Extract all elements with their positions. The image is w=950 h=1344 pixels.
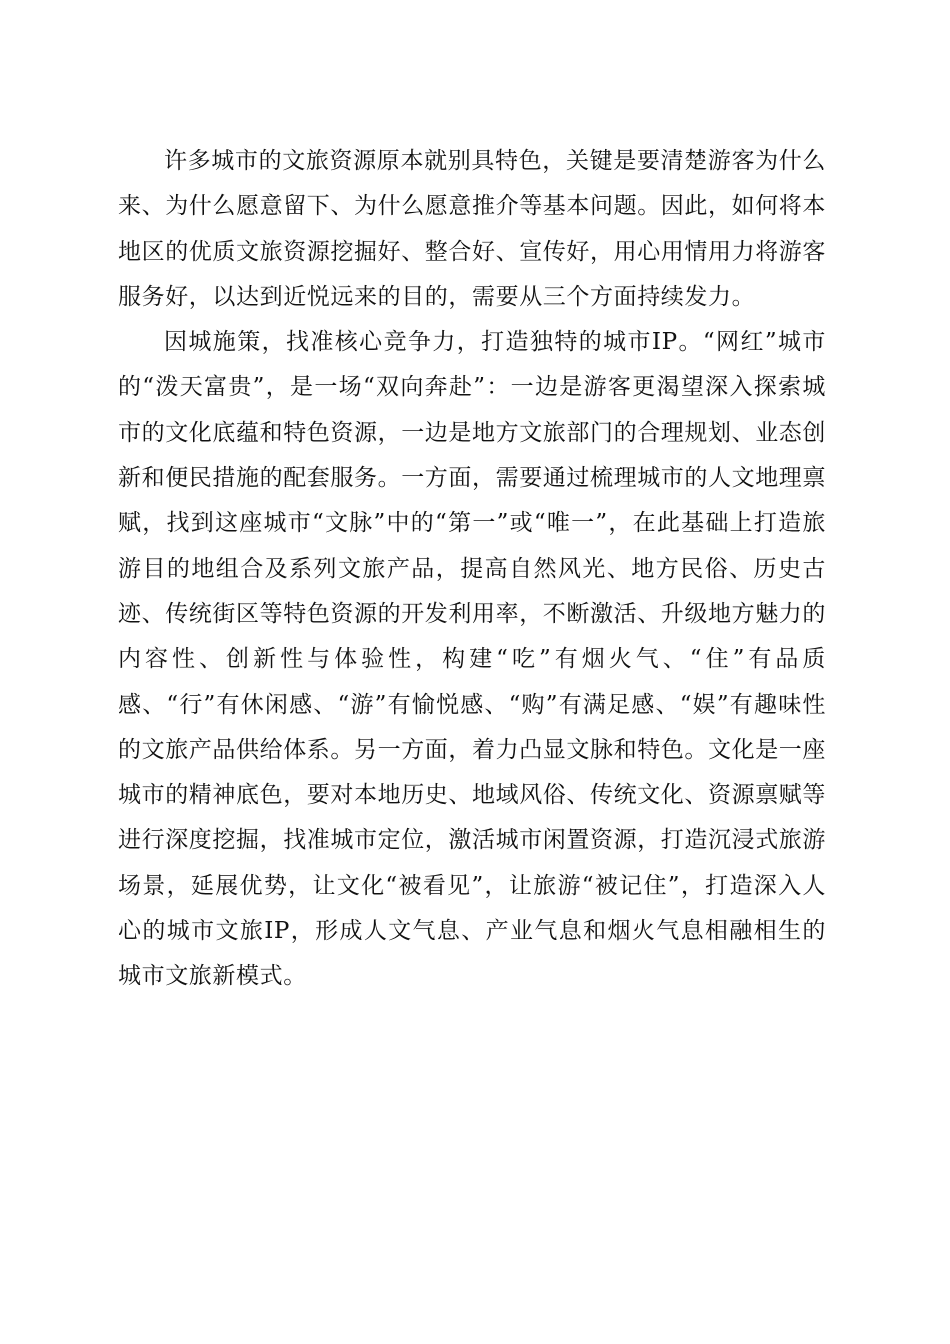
paragraph-city-ip: 因城施策，找准核心竞争力，打造独特的城市IP。“网红”城市的“泼天富贵”，是一场“双向奔赴”：一边是游客更渴望深入探索城市的文化底蕴和特色资源，一边是地方文旅部门的合理规划、业态创新和便民措施的配套服务。一方面，需要通过梳理城市的人文地理禀赋，找到这座城市“文脉”中的“第一”或“唯一”，在此基础上打造旅游目的地组合及系列文旅产品，提高自然风光、地方民俗、历史古迹、传统街区等特色资源的开发利用率，不断激活、升级地方魅力的内容性、创新性与体验性，构建“吃”有烟火气、“住”有品质感、“行”有休闲感、“游”有愉悦感、“购”有满足感、“娱”有趣味性的文旅产品供给体系。另一方面，着力凸显文脉和特色。文化是一座城市的精神底色，要对本地历史、地域风俗、传统文化、资源禀赋等进行深度挖掘，找准城市定位，激活城市闲置资源，打造沉浸式旅游场景，延展优势，让文化“被看见”，让旅游“被记住”，打造深入人心的城市文旅IP，形成人文气息、产业气息和烟火气息相融相生的城市文旅新模式。: [118, 329, 826, 990]
paragraph-intro: 许多城市的文旅资源原本就别具特色，关键是要清楚游客为什么来、为什么愿意留下、为什么愿意推介等基本问题。因此，如何将本地区的优质文旅资源挖掘好、整合好、宣传好，用心用情用力将游客服务好，以达到近悦远来的目的，需要从三个方面持续发力。: [118, 148, 826, 310]
document-body: [118, 139, 826, 1000]
